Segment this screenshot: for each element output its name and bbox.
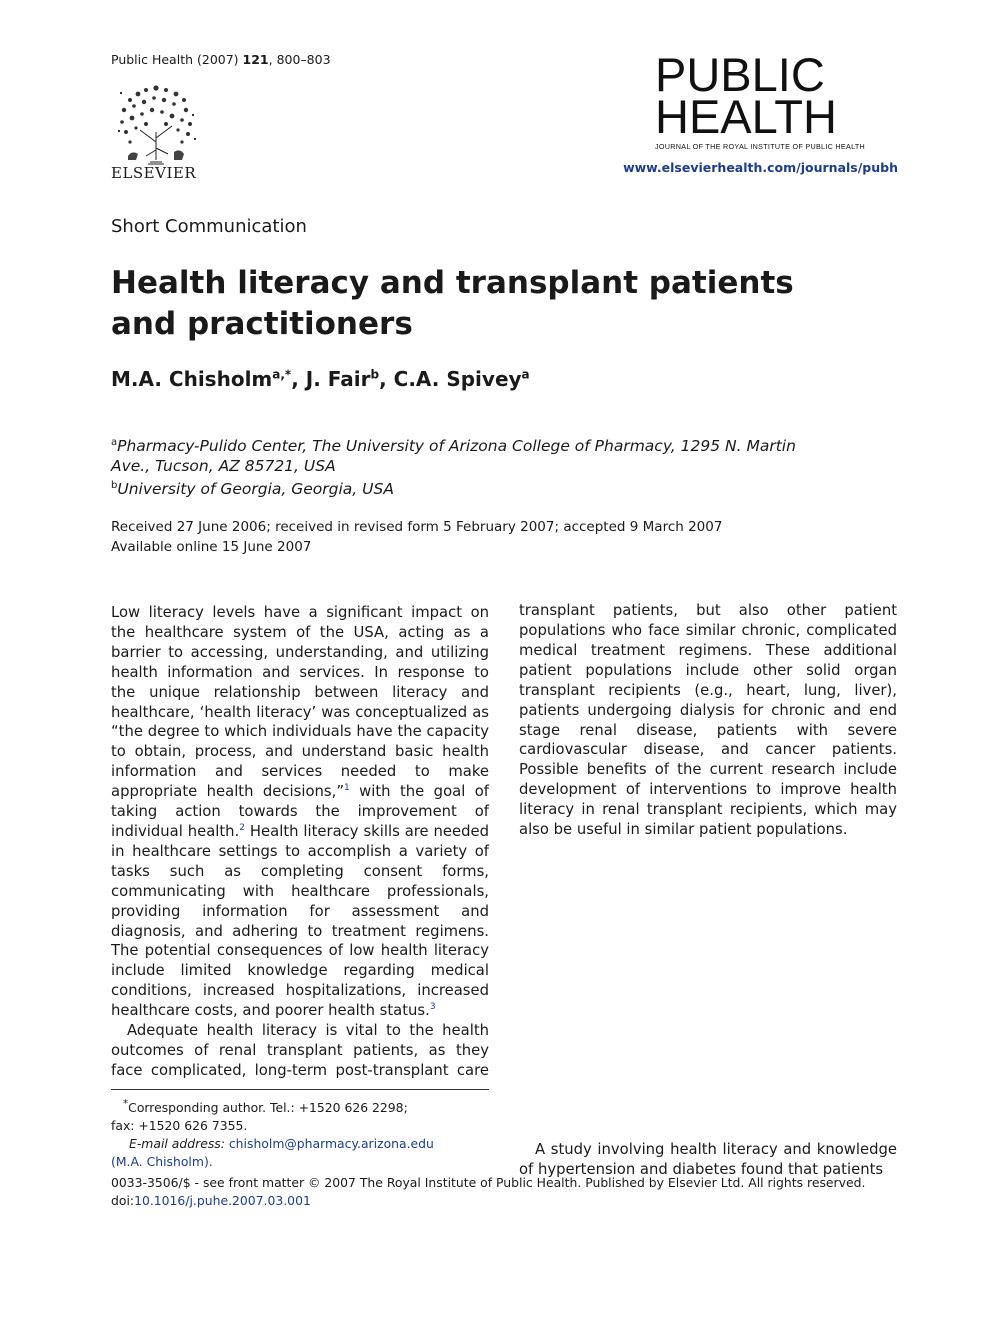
article-dates bbox=[111, 518, 722, 557]
author-name: M.A. Chisholm bbox=[111, 367, 273, 391]
paragraph-text: transplant patients, but also other patient populations who face similar chronic, complicated medical treatment regimens. These additional patient populations include other solid organ transplant recipients (e.g., heart, lung, liver), patients undergoing dialysis for chronic and end stage renal disease, patients with severe cardiovascular disease, and cancer patients. Possible benefits of the current research include development of interventions to improve health literacy in renal transplant recipients, which may also be useful in similar patient populations. bbox=[519, 603, 897, 839]
citation-journal: Public Health (2007) bbox=[111, 52, 243, 67]
reference-link[interactable]: 2 bbox=[239, 823, 245, 834]
affiliation-b bbox=[111, 476, 871, 499]
affiliation-mark: b bbox=[111, 480, 118, 492]
author-list: M.A. Chisholm$^{a,*}$, J. Fair$^b$, C.A. Spivey$^a$ bbox=[111, 367, 530, 391]
received-dates: Received 27 June 2006; received in revised form 5 February 2007; accepted 9 March 2007 bbox=[111, 519, 723, 535]
section-type: Short Communication bbox=[111, 216, 307, 237]
footnote-divider bbox=[111, 1089, 489, 1090]
footnote-fax: fax: +1520 626 7355. bbox=[111, 1118, 248, 1134]
author-affiliation-mark: a bbox=[521, 367, 530, 382]
body-column-right bbox=[519, 603, 897, 1180]
footnote-mark: * bbox=[123, 1098, 129, 1110]
page-footer bbox=[111, 1174, 865, 1210]
paragraph bbox=[519, 603, 897, 840]
journal-url-link[interactable]: www.elsevierhealth.com/journals/pubh bbox=[623, 160, 898, 175]
paragraph-text: Low literacy levels have a significant impact on the healthcare system of the USA, acting as a barrier to accessing, understanding, and utilizing health information and services. In response to the unique relationship between literacy and healthcare, ‘health literacy’ was conceptualized as “the degree to which individuals have the capacity to obtain, process, and understand basic health information and services needed to make appropriate health decisions,” bbox=[111, 604, 489, 801]
reference-link[interactable]: 1 bbox=[344, 783, 350, 794]
footnote-corresponding bbox=[111, 1095, 489, 1117]
footnote bbox=[111, 1095, 489, 1171]
footnote-text: Corresponding author. Tel.: +1520 626 2298; bbox=[128, 1100, 408, 1116]
paragraph-text: A study involving health literacy and knowledge of hypertension and diabetes found that patients bbox=[519, 1141, 897, 1178]
journal-logo bbox=[655, 48, 900, 151]
journal-subtitle: JOURNAL OF THE ROYAL INSTITUTE OF PUBLIC HEALTH bbox=[655, 142, 866, 151]
footnote-email-line bbox=[111, 1135, 489, 1153]
doi-link[interactable]: 10.1016/j.puhe.2007.03.001 bbox=[134, 1193, 311, 1208]
email-label: E-mail address: bbox=[129, 1136, 225, 1152]
citation bbox=[111, 52, 331, 67]
paragraph bbox=[111, 603, 489, 1021]
reference-link[interactable]: 3 bbox=[429, 1002, 436, 1013]
publisher-name: ELSEVIER bbox=[111, 164, 197, 182]
doi-line bbox=[111, 1192, 865, 1210]
author-name: C.A. Spivey bbox=[393, 367, 522, 391]
affiliations bbox=[111, 433, 871, 499]
journal-title-line-2: HEALTH bbox=[655, 90, 837, 143]
affiliation-a bbox=[111, 433, 831, 476]
journal-title-line-1: PUBLIC bbox=[655, 48, 825, 101]
body-column-left bbox=[111, 603, 489, 1081]
article-title: Health literacy and transplant patients and practitioners bbox=[111, 265, 794, 342]
paragraph-continuation-window bbox=[519, 603, 897, 1140]
copyright-line: 0033-3506/$ - see front matter © 2007 The Royal Institute of Public Health. Published by Elsevier Ltd. All rights reserved. bbox=[111, 1175, 866, 1190]
email-owner-link[interactable]: (M.A. Chisholm). bbox=[111, 1154, 213, 1170]
paragraph-text: Adequate health literacy is vital to the health outcomes of renal transplant patients, as they face complicated, long-term post-transplant care bbox=[111, 1022, 489, 1079]
online-date: Available online 15 June 2007 bbox=[111, 538, 312, 555]
author-affiliation-mark: b bbox=[370, 367, 380, 382]
paragraph bbox=[111, 1021, 489, 1081]
affiliation-mark: a bbox=[111, 437, 118, 448]
author-name: J. Fair bbox=[305, 367, 371, 391]
affiliation-text: Pharmacy-Pulido Center, The University of Arizona College of Pharmacy, 1295 N. Martin Ave., Tucson, AZ 85721, USA bbox=[111, 437, 796, 476]
paragraph-text: Health literacy skills are needed in healthcare settings to accomplish a variety of tasks such as completing consent forms, communicating with healthcare professionals, providing information for assessment and diagnosis, and adhering to treatment regimens. The potential consequences of low health literacy include limited knowledge regarding medical conditions, increased hospitalizations, increased healthcare costs, and poorer health status. bbox=[111, 822, 490, 1020]
affiliation-text: University of Georgia, Georgia, USA bbox=[117, 480, 394, 499]
email-link[interactable]: chisholm@pharmacy.arizona.edu bbox=[228, 1136, 434, 1152]
author-affiliation-mark: a,* bbox=[272, 367, 292, 382]
doi-label: doi: bbox=[111, 1193, 135, 1208]
paragraph-text: with the goal of taking action towards the improvement of individual health. bbox=[111, 783, 489, 840]
citation-pages: , 800–803 bbox=[268, 52, 331, 67]
citation-volume: 121 bbox=[242, 52, 269, 67]
